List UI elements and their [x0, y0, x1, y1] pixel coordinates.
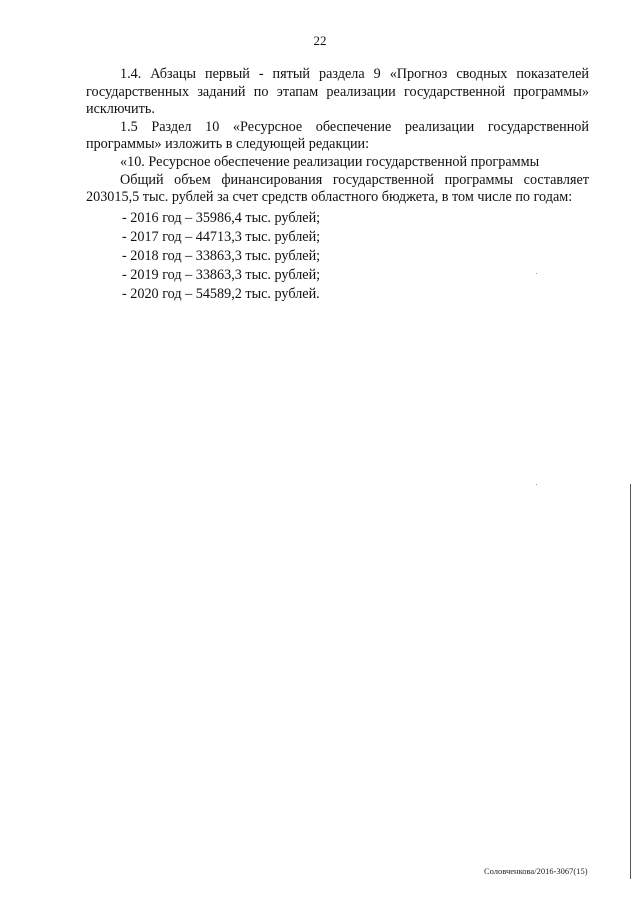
document-body	[86, 66, 589, 304]
list-item-2016: - 2016 год – 35986,4 тыс. рублей;	[122, 209, 321, 226]
list-item-2020: - 2020 год – 54589,2 тыс. рублей.	[122, 285, 320, 302]
paragraph-1-4: 1.4. Абзацы первый - пятый раздела 9 «Прогноз сводных показателей государственных заданий по этапам реализации государственной программы» исключить.	[86, 66, 589, 118]
paragraph-1-5: 1.5 Раздел 10 «Ресурсное обеспечение реализации государственной программы» изложить в следующей редакции:	[86, 118, 589, 153]
footer-document-code: Соловченкова/2016-3067(15)	[484, 866, 588, 876]
funding-total-paragraph: Общий объем финансирования государственной программы составляет 203015,5 тыс. рублей за счет средств областного бюджета, в том числе по годам:	[86, 171, 589, 206]
scan-artifact-dot	[536, 273, 537, 274]
list-item-2018: - 2018 год – 33863,3 тыс. рублей;	[122, 247, 321, 264]
list-item-2017: - 2017 год – 44713,3 тыс. рублей;	[122, 228, 321, 245]
funding-list	[86, 209, 589, 304]
section-10-heading: «10. Ресурсное обеспечение реализации государственной программы	[120, 153, 540, 170]
list-item-2019: - 2019 год – 33863,3 тыс. рублей;	[122, 266, 321, 283]
scan-edge-line	[630, 484, 631, 879]
page-number: 22	[313, 33, 327, 48]
scan-artifact-dot	[536, 484, 537, 485]
